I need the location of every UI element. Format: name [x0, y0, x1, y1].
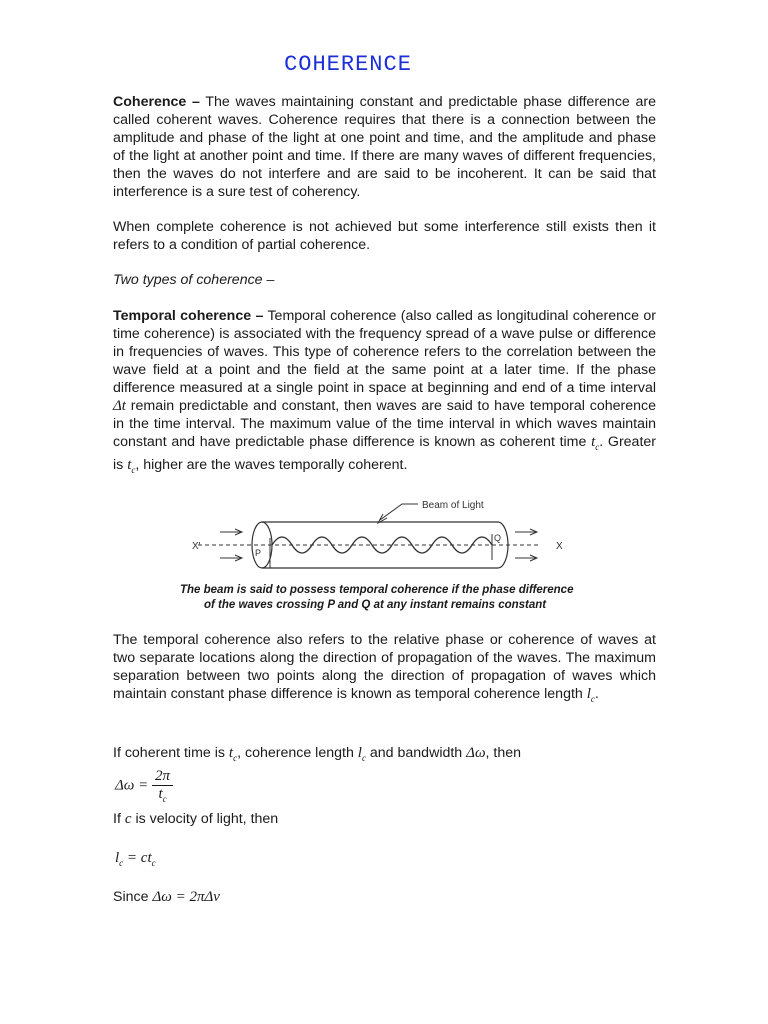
coherence-length-equation: $l_c = ct_c$	[115, 850, 156, 868]
velocity-line: If c is velocity of light, then	[113, 811, 279, 827]
tc-symbol: $t_c$	[127, 457, 136, 475]
partial-coherence-paragraph: When complete coherence is not achieved but some interference still exists then it refers to a condition of partial coherence.	[113, 219, 656, 253]
bandwidth-frequency-equation: Δω = 2πΔν	[152, 889, 220, 905]
x-label: X	[556, 541, 563, 552]
delta-t-symbol: Δt	[113, 398, 126, 414]
coherence-length-paragraph: The temporal coherence also refers to the relative phase or coherence of waves at two separate locations along the direction of propagation of the waves. The maximum separation between two points along the direction of propagation of waves which maintain constant phase difference is known as temporal coherence length $l_c$.	[113, 632, 656, 704]
figure-caption: The beam is said to possess temporal coherence if the phase difference of the waves crossing P and Q at any instant remains constant	[180, 584, 574, 611]
x-prime-label: X'	[192, 541, 201, 552]
definitions-line: If coherent time is $t_c$, coherence length $l_c$ and bandwidth Δω, then	[113, 745, 522, 763]
coherence-text: The waves maintaining constant and predictable phase difference are called coherent waves. Coherence requires that there is a connection between the amplitude and phase of the light at one point and time, and the amplitude and phase of the light at another point and time. If there are many waves of different frequencies, then the waves do not interfere and are said to be incoherent. It can be said that interference is a sure test of coherency.	[113, 94, 657, 200]
q-label: Q	[494, 533, 502, 543]
beam-label: Beam of Light	[422, 500, 484, 511]
page-title: COHERENCE	[284, 52, 412, 77]
lc-symbol: $l_c$	[586, 686, 595, 704]
temporal-term: Temporal coherence –	[113, 308, 264, 324]
p-label: P	[255, 548, 262, 558]
bandwidth-equation: Δω = $\frac{2\pi}{t_c}$	[115, 768, 173, 804]
coherence-definition	[113, 93, 656, 201]
tc-symbol: $t_c$	[591, 434, 600, 452]
coherence-term: Coherence –	[113, 94, 200, 110]
types-heading: Two types of coherence –	[113, 272, 275, 288]
since-line: Since Δω = 2πΔν	[113, 889, 220, 905]
beam-of-light-figure	[180, 490, 590, 575]
temporal-coherence-paragraph: Temporal coherence – Temporal coherence (also called as longitudinal coherence or time coherence) is associated with the frequency spread of a wave pulse or difference in frequencies of waves. This type of coherence refers to the correlation between the wave field at a point and the field at the same point at a later time. If the phase difference measured at a single point in space at beginning and end of a time interval Δt remain predictable and constant, then waves are said to have temporal coherence in the time interval. The maximum value of the time interval in which waves maintain constant and have predictable phase difference is known as coherent time $t_c$. Greater is $t_c$, higher are the waves temporally coherent.	[113, 308, 657, 475]
